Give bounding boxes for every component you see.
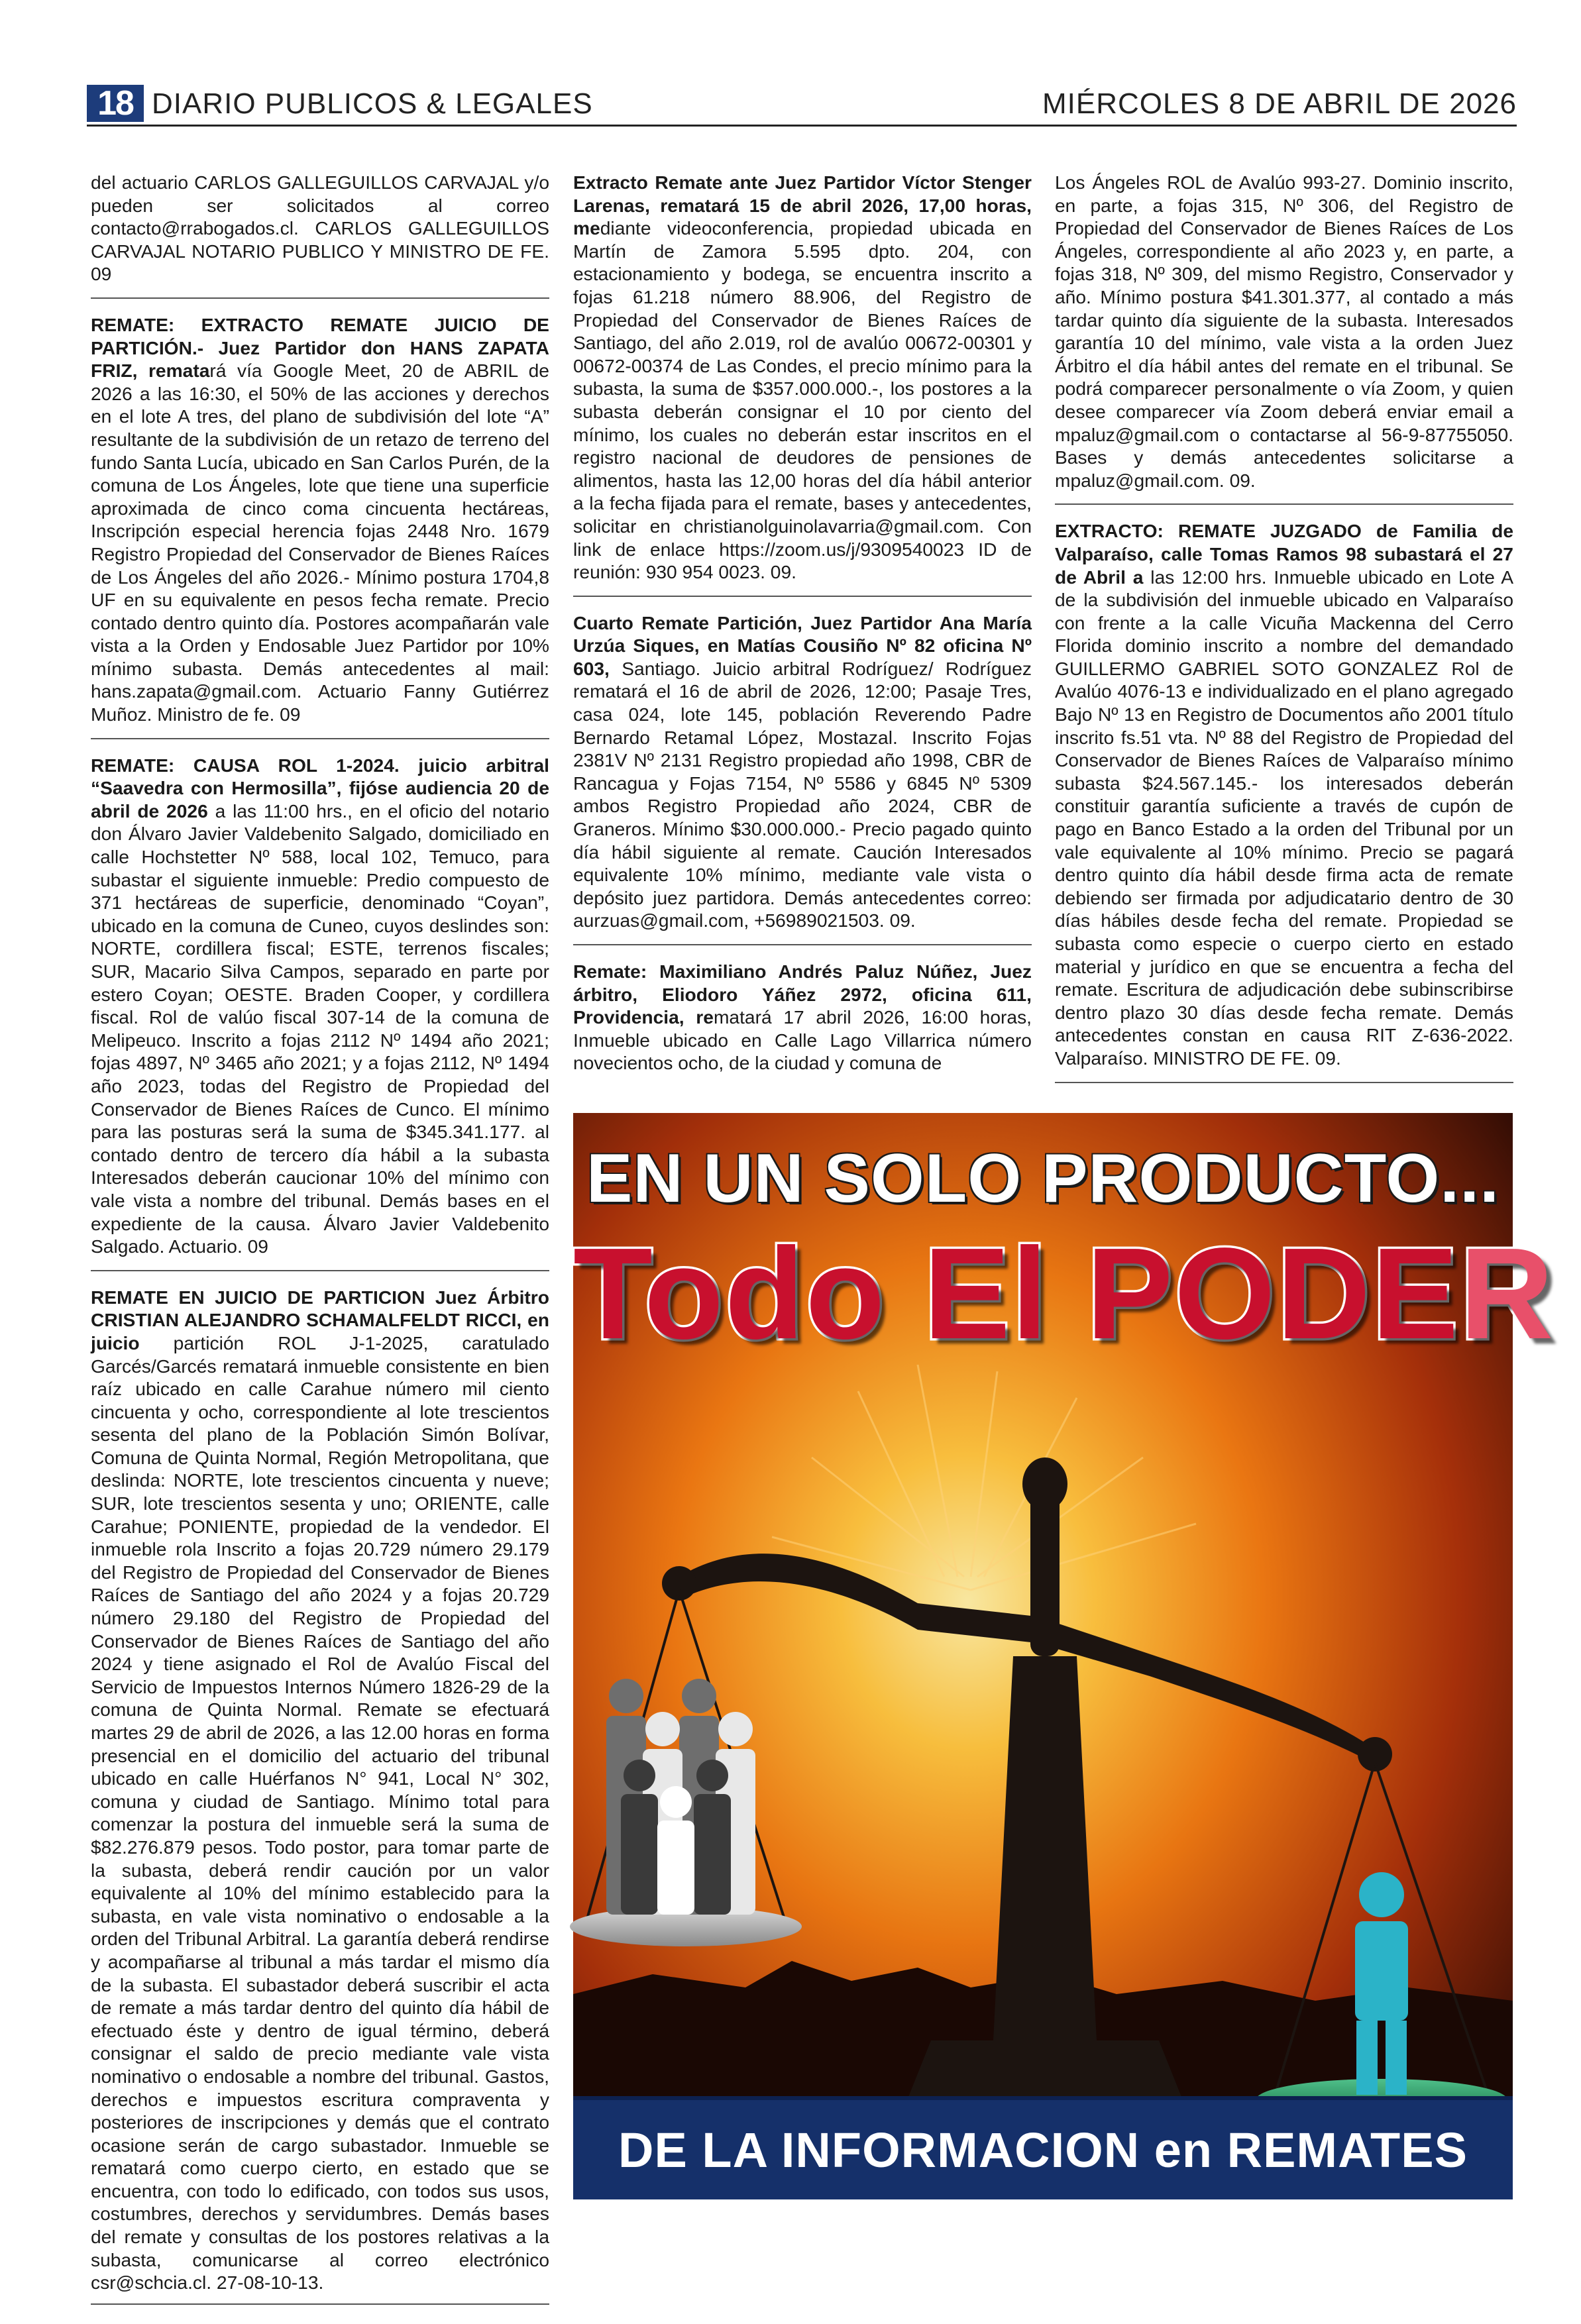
notice-body: las 12:00 hrs. Inmueble ubicado en Lote A de la subdivisión del inmueble ubicado en Valparaíso con frente a la calle Vicuña Mackenna del Cerro Florida dominio inscrito a nombre del demandado GUILLERMO GABRIEL SOTO GONZALEZ Rol de Avalúo 4076-13 e individualizado en el plano agregado Bajo Nº 13 en Registro de Documentos año 2001 título inscrito fs.51 vta. Nº 88 del Registro de Propiedad del Conservador de Bienes Raíces de Valparaíso mínimo subasta $24.567.145.- los interesados deberán constituir garantía suficiente a través de cupón de pago en Banco Estado a la orden del Tribunal por un vale equivalente al 10% mínimo. Precio se pagará dentro quinto día hábil desde firma acta de remate debiendo ser firmada por adjudicatario dentro de 30 días hábiles desde fecha del remate. Propiedad se subasta como especie o cuerpo cierto en estado material y jurídico en que se encuentra a fecha del remate. Escritura de adjudicación debe subinscribirse dentro plazo 30 días desde fecha remate. Demás antecedentes constan en causa RIT Z-636-2022. Valparaíso. MINISTRO DE FE. 09. [1055, 566, 1513, 1069]
column-1 [91, 171, 549, 2319]
notice-heading: REMATE EN JUICIO DE PARTICION Juez Árbitro CRISTIAN ALEJANDRO SCHAMALFELDT RICCI, en juicio [91, 1286, 549, 1353]
advertisement [573, 1113, 1555, 2199]
notice-saavedra-hermosilla [91, 754, 549, 1258]
notice-heading: Cuarto Remate Partición, Juez Partidor Ana María Urzúa Siques, en Matías Cousiño Nº 82 oficina Nº 603, [573, 611, 1032, 679]
notice-body: matará 17 abril 2026, 16:00 horas, Inmueble ubicado en Calle Lago Villarrica número novecientos ocho, de la ciudad y comuna de [573, 1006, 1032, 1074]
notice-divider [91, 738, 549, 739]
notice-body: a las 11:00 hrs., en el oficio del notario don Álvaro Javier Valdebenito Salgado, domiciliado en calle Hochstetter Nº 588, local 102, Temuco, para subastar el siguiente inmueble: Predio compuesto de 371 hectáreas de superficie, denominado “Coyan”, ubicado en la comuna de Cuneo, cuyos deslindes son: NORTE, cordillera fiscal; ESTE, terrenos fiscales; SUR, Macario Silva Campos, separado en parte por estero Coyan; OESTE. Braden Cooper, y cordillera fiscal. Rol de valúo fiscal 307-14 de la comuna de Melipeuco. Inscrito a fojas 2112 Nº 1494 año 2021; fojas 4897, Nº 3465 año 2021; y a fojas 2112, Nº 1494 año 2023, todas del Registro de Propiedad del Conservador de Bienes Raíces de Cunco. El mínimo para las posturas será la suma de $345.341.177. al contado dentro de tercero día hábil a la subasta Interesados deberán caucionar 10% del mínimo con vale vista a nombre del tribunal. Demás bases en el expediente de la causa. Álvaro Javier Valdebenito Salgado. Actuario. 09 [91, 800, 549, 1257]
ad-slogan-last-letter: R [1459, 1221, 1555, 1366]
notice-body: Los Ángeles ROL de Avalúo 993-27. Dominio inscrito, en parte, a fojas 315, Nº 306, del Registro de Propiedad del Conservador de Bienes Raíces de Los Ángeles, correspondiente al año 2023 y, en parte, a fojas 318, Nº 309, del mismo Registro, Conservador y año. Mínimo postura $41.301.377, al contado a más tardar quinto día siguiente de la subasta. Interesados garantía 10 del mínimo, vale vista a la orden Juez Árbitro el día hábil antes del remate en el tribunal. Se podrá comparecer personalmente o vía Zoom, y quien desee comparecer vía Zoom deberá enviar email a mpaluz@gmail.com o contactarse al 56-9-87755050. Bases y demás antecedentes solicitarse a mpaluz@gmail.com. 09. [1055, 172, 1513, 491]
publication-date: MIÉRCOLES 8 DE ABRIL DE 2026 [1042, 87, 1517, 120]
ad-slogan [573, 1219, 1555, 1368]
notice-urzua [573, 611, 1032, 932]
ad-banner [573, 2096, 1513, 2199]
ad-slogan-main: Todo El PODE [573, 1221, 1460, 1366]
notice-heading: Extracto Remate ante Juez Partidor Víctor Stenger Larenas, rematará 15 de abril 2026, 17,00 horas, me [573, 172, 1032, 239]
notice-stenger [573, 171, 1032, 584]
notice-paluz-continuation [1055, 171, 1513, 492]
notice-body: partición ROL J-1-2025, caratulado Garcés/Garcés rematará inmueble consistente en bien raíz ubicado en calle Carahue número mil ciento cincuenta y ocho, correspondiente al lote trescientos sesenta del plano de la Población Simón Bolívar, Comuna de Quinta Normal, Región Metropolitana, que deslinda: NORTE, lote trescientos cincuenta y nueve; SUR, lote trescientos sesenta y uno; ORIENTE, calle Carahue; PONIENTE, propiedad de la vendedor. El inmueble rola Inscrito a fojas 20.729 número 29.179 del Registro de Propiedad del Conservador de Bienes Raíces de Santiago del año 2024 y a fojas 20.729 número 29.180 del Registro de Propiedad del Conservador de Bienes Raíces de Santiago del año 2024 y tiene asignado el Rol de Avalúo Fiscal del Servicio de Impuestos Internos Número 1826-29 de la comuna de Quinta Normal. Remate se efectuará martes 29 de abril de 2026, a las 12.00 horas en forma presencial en el domicilio del actuario del tribunal ubicado en calle Huérfanos N° 941, Local N° 302, comuna y ciudad de Santiago. Mínimo total para comenzar la postura del inmueble será la suma de $82.276.879 pesos. Todo postor, para tomar parte de la subasta, deberá rendir caución por un valor equivalente al 10% del mínimo establecido para la subasta, en vale vista nominativo o endosable a la orden del Tribunal Arbitral. La garantía deberá rendirse y acompañarse al tribunal a más tardar el mismo día de la subasta. El subastador deberá suscribir el acta de remate a más tardar dentro del quinto día hábil de efectuado éste y dentro de igual término, deberá consignar el saldo de precio mediante vale vista nominativo o endosable a nombre del tribunal. Gastos, derechos e impuestos escritura compraventa y posteriores de inscripciones y demás que el contrato ocasione serán de cargo subastador. Inmueble se rematará como cuerpo cierto, en estado que se encuentra, con todo lo edificado, con todos sus usos, costumbres, derechos y servidumbres. Demás bases del remate y consultas de los postores relativas a la subasta, comunicarse al correo electrónico csr@schcia.cl. 27-08-10-13. [91, 1332, 549, 2294]
notice-heading: REMATE: CAUSA ROL 1-2024. juicio arbitral “Saavedra con Hermosilla”, fijóse audiencia 20 de abril de 2026 [91, 754, 549, 821]
ad-banner-text: DE LA INFORMACION en REMATES [618, 2122, 1468, 2178]
notice-divider [1055, 1082, 1513, 1083]
notice-divider [1055, 503, 1513, 505]
notice-continuation [91, 171, 549, 286]
notice-heading: REMATE: EXTRACTO REMATE JUICIO DE PARTICIÓN.- Juez Partidor don HANS ZAPATA FRIZ, remata [91, 313, 549, 382]
notice-garces [91, 1286, 549, 2294]
publication-name: DIARIO PUBLICOS & LEGALES [152, 87, 593, 120]
notice-hans-zapata [91, 313, 549, 726]
page-number: 18 [87, 85, 144, 122]
notice-valparaiso [1055, 519, 1513, 1069]
notice-divider [573, 596, 1032, 597]
notice-heading: Remate: Maximiliano Andrés Paluz Núñez, Juez árbitro, Eliodoro Yáñez 2972, oficina 611, Providencia, re [573, 961, 1032, 1028]
notice-body: diante videoconferencia, propiedad ubicada en Martín de Zamora 5.595 dpto. 204, con estacionamiento y bodega, se encuentra inscrito a fojas 61.218 número 88.906, del Registro de Propiedad del Conservador de Bienes Raíces de Santiago, del año 2.019, rol de avalúo 00672-00301 y 00672-00374 de Las Condes, el precio mínimo para la subasta, la suma de $357.000.000.-, los postores a la subasta deberán consignar el 10 por ciento del mínimo, los cuales no deberán estar inscritos en el registro nacional de deudores de pensiones de alimentos, hasta las 12,00 horas del día hábil anterior a la fecha fijada para el remate, bases y antecedentes, solicitar en christianolguinolavarria@gmail.com. Con link de enlace https://zoom.us/j/9309540023 ID de reunión: 930 954 0023. 09. [573, 217, 1032, 583]
notice-divider [91, 1270, 549, 1271]
page-header [87, 83, 1517, 125]
ad-title: EN UN SOLO PRODUCTO... [586, 1140, 1499, 1217]
notice-divider [91, 2303, 549, 2305]
header-divider [87, 125, 1517, 127]
notice-divider [573, 944, 1032, 945]
notice-paluz [573, 960, 1032, 1075]
notice-heading: EXTRACTO: REMATE JUZGADO de Familia de Valparaíso, calle Tomas Ramos 98 subastará el 27 de Abril a [1055, 520, 1513, 588]
column-2 [573, 171, 1032, 1075]
notice-body: del actuario CARLOS GALLEGUILLOS CARVAJAL y/o pueden ser solicitados al correo contacto@rrabogados.cl. CARLOS GALLEGUILLOS CARVAJAL NOTARIO PUBLICO Y MINISTRO DE FE. 09 [91, 172, 549, 285]
notice-body: rá vía Google Meet, 20 de ABRIL de 2026 a las 16:30, el 50% de las acciones y derechos en el lote A tres, del plano de subdivisión del lote “A” resultante de la subdivisión de un retazo de terreno del fundo Santa Lucía, ubicado en San Carlos Purén, de la comuna de Los Ángeles, lote que tiene una superficie aproximada de cinco coma cincuenta hectáreas, Inscripción especial herencia fojas 2448 Nro. 1679 Registro Propiedad del Conservador de Bienes Raíces de Los Ángeles del año 2026.- Mínimo postura 1704,8 UF en su equivalente en pesos fecha remate. Precio contado dentro quinto día. Postores acompañarán vale vista a la Orden y Endosable Juez Partidor por 10% mínimo subasta. Demás antecedentes al mail: hans.zapata@gmail.com. Actuario Fanny Gutiérrez Muñoz. Ministro de fe. 09 [91, 360, 549, 725]
column-3 [1055, 171, 1513, 1098]
notice-divider [91, 297, 549, 299]
notice-body: Santiago. Juicio arbitral Rodríguez/ Rodríguez rematará el 16 de abril de 2026, 12:00; Pasaje Tres, casa 024, lote 145, población Reverendo Padre Bernardo Retamal López, Mostazal. Inscrito Fojas 2381V Nº 2131 Registro propiedad año 1998, CBR de Rancagua y Fojas 7154, Nº 5586 y 6845 Nº 5309 ambos Registro Propiedad año 2024, CBR de Graneros. Mínimo $30.000.000.- Precio pagado quinto día hábil siguiente al remate. Caución Interesados equivalente 10% mínimo, mediante vale vista o depósito juez partidora. Demás antecedentes correo: aurzuas@gmail.com, +56989021503. 09. [573, 657, 1032, 931]
